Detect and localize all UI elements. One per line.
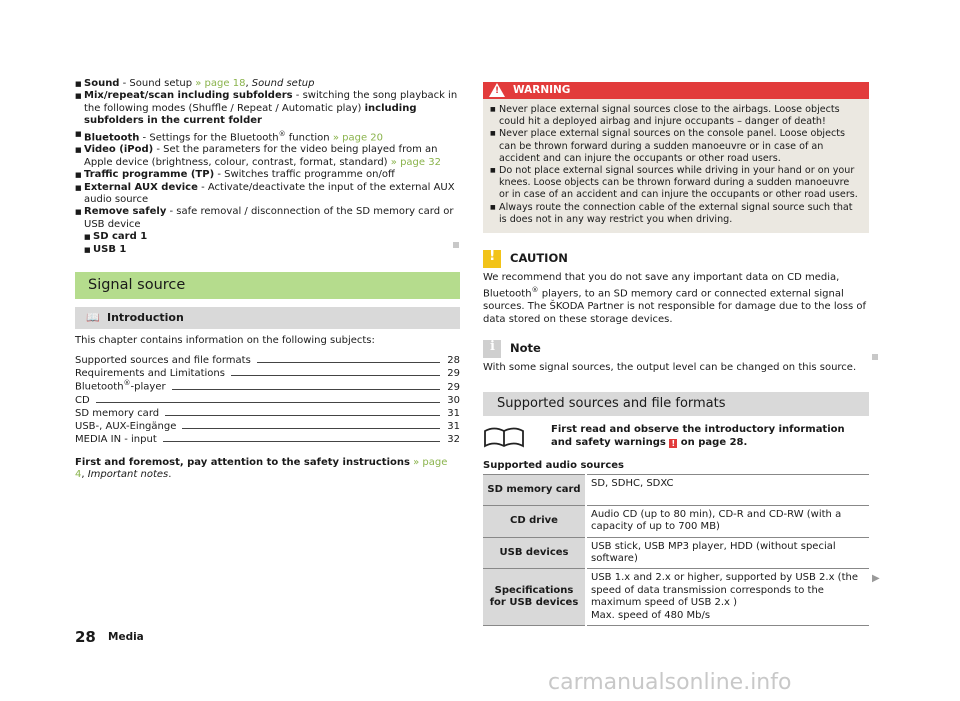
note-heading: i Note — [483, 340, 869, 360]
table-row: USB devices USB stick, USB MP3 player, HDD (without special software) — [483, 537, 869, 569]
caution-text: We recommend that you do not save any important data on CD media, Bluetooth® players, to an SD memory card or connected external signal sources. The ŠKODA Partner is not responsible for damage due to the loss of data stored on these storage devices. — [483, 272, 866, 325]
list-item: ■ Remove safely - safe removal / disconnection of the SD memory card or USB device — [75, 206, 460, 231]
section-heading-signal-source: Signal source — [75, 272, 460, 299]
toc-row[interactable]: CD 30 — [75, 394, 460, 406]
warning-item: ■ Do not place external signal sources while driving in your hand or on your knees. Loose objects can be thrown forward during a sudden manoeuvre or in case of an accident and can injure the occupants or other road users. — [490, 165, 862, 202]
sub-list-item: ■ USB 1 — [75, 244, 460, 256]
warning-item: ■ Always route the connection cable of the external signal source such that is does not in any way restrict you when driving. — [490, 202, 862, 226]
page-link[interactable]: » page 20 — [332, 131, 384, 143]
warning-header: ! WARNING — [483, 82, 869, 99]
toc-row[interactable]: Supported sources and file formats 28 — [75, 355, 460, 367]
toc-row[interactable]: USB-, AUX-Eingänge 31 — [75, 421, 460, 433]
list-item: ■ Sound - Sound setup » page 18, Sound setup — [75, 78, 460, 90]
list-item: ■ External AUX device - Activate/deactivate the input of the external AUX audio source — [75, 182, 460, 207]
continued-arrow-icon: ▶ — [872, 573, 880, 584]
table-row: CD drive Audio CD (up to 80 min), CD-R and CD-RW (with a capacity of up to 700 MB) — [483, 505, 869, 537]
intro-text: This chapter contains information on the following subjects: — [75, 335, 375, 346]
open-book-icon — [483, 425, 525, 449]
right-column — [483, 82, 869, 626]
watermark: carmanualsonline.info — [548, 670, 792, 695]
list-item: ■ Traffic programme (TP) - Switches traffic programme on/off — [75, 169, 460, 181]
warning-item: ■ Never place external signal sources close to the airbags. Loose objects could hit a deployed airbag and injure occupants – danger of death! — [490, 104, 862, 128]
page-number: 28 — [75, 628, 96, 646]
warning-item: ■ Never place external signal sources on the console panel. Loose objects can be thrown forward during a sudden manoeuvre or in case of an accident and can injure the occupants or other road users. — [490, 128, 862, 165]
list-item: ■ Mix/repeat/scan including subfolders - switching the song playback in the following modes (Shuffle / Repeat / Automatic play) including subfolders in the current folder — [75, 90, 460, 127]
supported-audio-sources-table — [483, 474, 869, 626]
caution-icon: ! — [483, 250, 501, 268]
toc-row[interactable]: Bluetooth®-player 29 — [75, 379, 460, 393]
left-bullet-list — [75, 78, 460, 256]
table-caption: Supported audio sources — [483, 460, 624, 472]
list-item: ■ Bluetooth - Settings for the Bluetooth® function » page 20 — [75, 128, 460, 145]
toc-row[interactable]: Requirements and Limitations 29 — [75, 368, 460, 380]
toc-row[interactable]: SD memory card 31 — [75, 407, 460, 419]
section-heading-introduction: 📖 Introduction — [75, 307, 460, 329]
section-end-mark — [453, 242, 459, 248]
warning-exclamation-icon: ! — [669, 439, 677, 448]
footer-section: Media — [108, 631, 144, 643]
list-item: ■ Video (iPod) - Set the parameters for the video being played from an Apple device (brightness, colour, contrast, format, standard) » page 32 — [75, 144, 460, 169]
book-icon: 📖 — [86, 311, 100, 324]
toc-row[interactable]: MEDIA IN - input 32 — [75, 434, 460, 446]
note-text: With some signal sources, the output level can be changed on this source. — [483, 361, 857, 373]
page-link[interactable]: » page 4 — [75, 457, 448, 481]
caution-heading: ! CAUTION — [483, 250, 869, 270]
table-row: SD memory card SD, SDHC, SDXC — [483, 474, 869, 505]
section-end-mark — [872, 354, 878, 360]
page-link[interactable]: » page 32 — [390, 156, 441, 168]
table-of-contents — [75, 353, 460, 445]
sub-list-item: ■ SD card 1 — [75, 231, 460, 243]
safety-instruction-note: First and foremost, pay attention to the safety instructions » page 4, Important notes. — [75, 457, 448, 481]
first-read-notice: First read and observe the introductory information and safety warnings ! on page 28. — [483, 424, 869, 454]
warning-box — [483, 82, 869, 233]
section-heading-supported-sources: Supported sources and file formats — [483, 392, 869, 416]
warning-body — [483, 99, 869, 233]
info-icon: i — [483, 340, 501, 358]
table-row: Specifications for USB devices USB 1.x and 2.x or higher, supported by USB 2.x (the speed of data transmission corresponds to the maximum speed of USB 2.x ) Max. speed of 480 Mb/s — [483, 569, 869, 626]
page-link[interactable]: » page 18 — [195, 78, 246, 89]
